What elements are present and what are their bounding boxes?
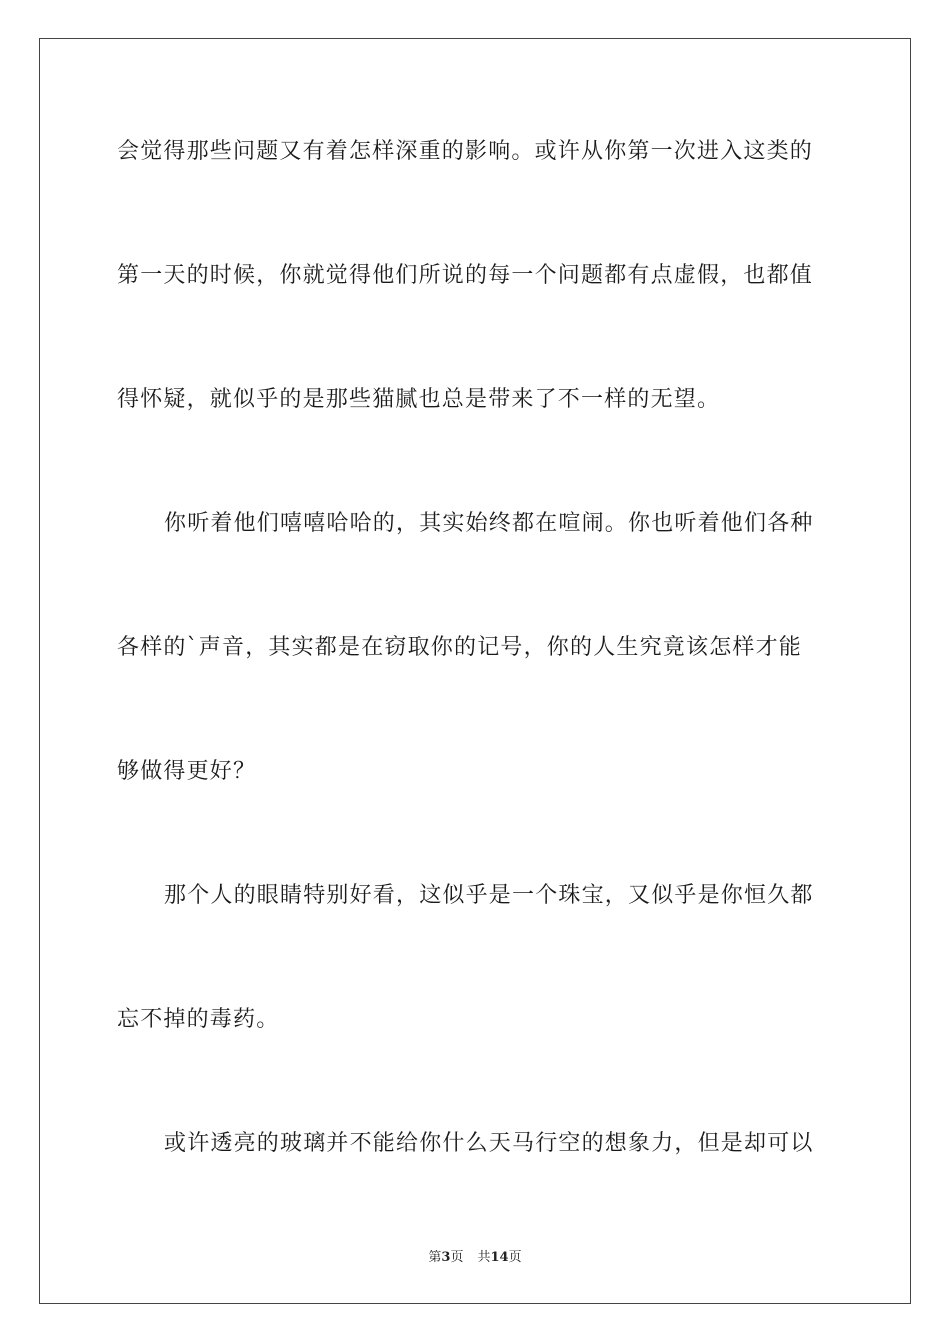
text-line: 忘不掉的毒药。 bbox=[117, 1007, 280, 1032]
page-suffix: 页 bbox=[450, 1250, 464, 1265]
page-number: 3 bbox=[441, 1250, 451, 1265]
page-prefix: 第 bbox=[428, 1250, 442, 1265]
total-suffix: 页 bbox=[508, 1250, 522, 1265]
page-footer bbox=[0, 1246, 950, 1265]
text-line: 第一天的时候，你就觉得他们所说的每一个问题都有点虚假，也都值 bbox=[117, 263, 814, 288]
text-line-paragraph-start: 那个人的眼睛特别好看，这似乎是一个珠宝，又似乎是你恒久都 bbox=[164, 883, 814, 908]
page-frame bbox=[39, 38, 911, 1304]
text-line: 各样的`声音，其实都是在窃取你的记号，你的人生究竟该怎样才能 bbox=[117, 635, 803, 660]
text-line-paragraph-start: 你听着他们嘻嘻哈哈的，其实始终都在喧闹。你也听着他们各种 bbox=[164, 511, 814, 536]
text-line: 会觉得那些问题又有着怎样深重的影响。或许从你第一次进入这类的 bbox=[117, 139, 814, 164]
text-line-paragraph-start: 或许透亮的玻璃并不能给你什么天马行空的想象力，但是却可以 bbox=[164, 1131, 814, 1156]
text-line: 得怀疑，就似乎的是那些猫腻也总是带来了不一样的无望。 bbox=[117, 387, 721, 412]
text-line: 够做得更好？ bbox=[117, 759, 257, 784]
total-prefix: 共 bbox=[477, 1250, 491, 1265]
total-pages: 14 bbox=[490, 1250, 509, 1265]
